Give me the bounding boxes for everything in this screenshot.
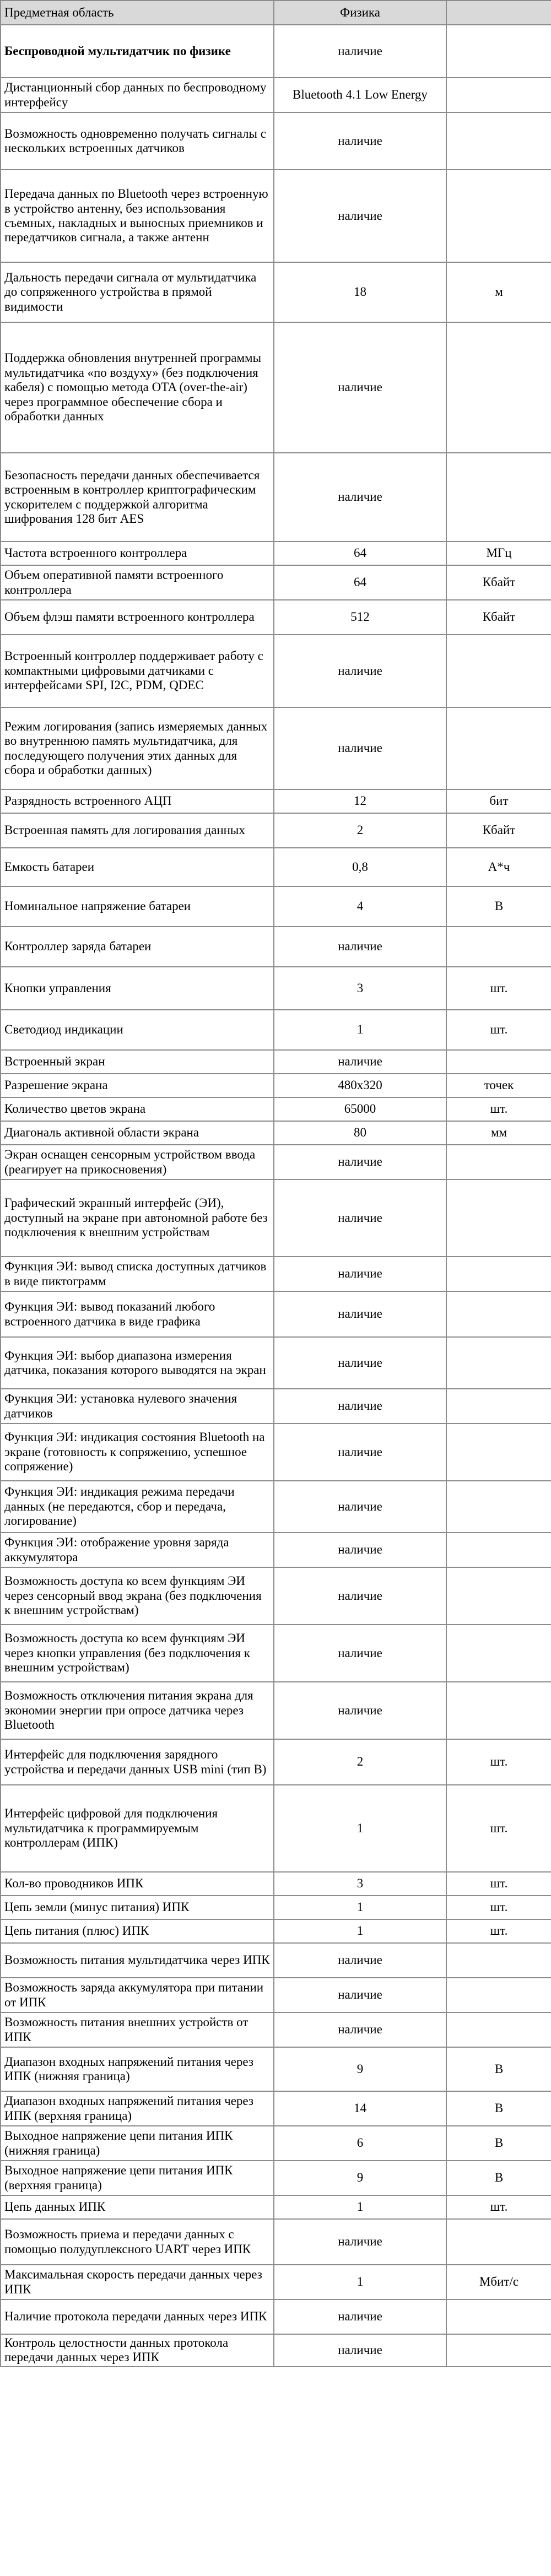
value-cell: 0,8 xyxy=(274,848,446,886)
parameter-cell: Кнопки управления xyxy=(1,967,274,1010)
parameter-cell: Объем оперативной памяти встроенного контроллера xyxy=(1,565,274,600)
unit-cell: шт. xyxy=(446,1919,551,1943)
unit-cell: В xyxy=(446,2047,551,2091)
value-cell: 18 xyxy=(274,262,446,322)
value-cell: 1 xyxy=(274,1896,446,1919)
header-subject-cell: Предметная область xyxy=(1,1,274,25)
table-row xyxy=(1,1010,551,1050)
parameter-cell: Максимальная скорость передачи данных через ИПК xyxy=(1,2265,274,2299)
table-row xyxy=(1,542,551,565)
value-cell: наличие xyxy=(274,1943,446,1978)
value-cell: наличие xyxy=(274,1424,446,1481)
parameter-cell: Поддержка обновления внутренней программы мультидатчика «по воздуху» (без подключения кабеля) с помощью метода OTA (over-the-air) через программное обеспечение сбора и обработки данных xyxy=(1,322,274,453)
header-unit-cell xyxy=(446,1,551,25)
unit-cell: мм xyxy=(446,1121,551,1145)
table-row xyxy=(1,1179,551,1257)
value-cell: 64 xyxy=(274,542,446,565)
parameter-cell: Встроенная память для логирования данных xyxy=(1,813,274,848)
header-row xyxy=(1,1,551,25)
parameter-cell: Разрешение экрана xyxy=(1,1074,274,1097)
unit-cell xyxy=(446,1179,551,1257)
value-cell: 9 xyxy=(274,2161,446,2195)
value-cell: 1 xyxy=(274,1919,446,1943)
value-cell: 1 xyxy=(274,2265,446,2299)
parameter-cell: Выходное напряжение цепи питания ИПК (верхняя граница) xyxy=(1,2161,274,2195)
parameter-cell: Функция ЭИ: вывод показаний любого встроенного датчика в виде графика xyxy=(1,1291,274,1337)
table-row xyxy=(1,1919,551,1943)
table-row xyxy=(1,262,551,322)
value-cell: наличие xyxy=(274,635,446,707)
parameter-cell: Графический экранный интерфейс (ЭИ), доступный на экране при автономной работе без подключения к внешним устройствам xyxy=(1,1179,274,1257)
unit-cell xyxy=(446,453,551,542)
table-row xyxy=(1,967,551,1010)
table-row xyxy=(1,2126,551,2161)
parameter-cell: Функция ЭИ: индикация состояния Bluetooth на экране (готовность к сопряжению, успешное сопряжение) xyxy=(1,1424,274,1481)
unit-cell xyxy=(446,707,551,789)
value-cell: Bluetooth 4.1 Low Energy xyxy=(274,78,446,112)
value-cell: наличие xyxy=(274,2299,446,2334)
value-cell: наличие xyxy=(274,1567,446,1625)
unit-cell xyxy=(446,1291,551,1337)
table-row xyxy=(1,1943,551,1978)
parameter-cell: Возможность доступа ко всем функциям ЭИ через кнопки управления (без подключения к внешним устройствам) xyxy=(1,1625,274,1682)
value-cell: наличие xyxy=(274,112,446,170)
unit-cell xyxy=(446,1943,551,1978)
table-row xyxy=(1,1424,551,1481)
parameter-cell: Частота встроенного контроллера xyxy=(1,542,274,565)
parameter-cell: Функция ЭИ: индикация режима передачи данных (не передаются, сбор и передача, логирование) xyxy=(1,1481,274,1533)
table-row xyxy=(1,1978,551,2012)
value-cell: наличие xyxy=(274,1389,446,1424)
parameter-cell: Режим логирования (запись измеряемых данных во внутреннюю память мультидатчика, для последующего получения этих данных для сбора и обработки данных) xyxy=(1,707,274,789)
table-row xyxy=(1,789,551,813)
value-cell: наличие xyxy=(274,1533,446,1567)
parameter-cell: Диапазон входных напряжений питания через ИПК (нижняя граница) xyxy=(1,2047,274,2091)
table-row xyxy=(1,2012,551,2047)
unit-cell: шт. xyxy=(446,1872,551,1896)
table-row xyxy=(1,1625,551,1682)
header-physics-cell: Физика xyxy=(274,1,446,25)
unit-cell: шт. xyxy=(446,1896,551,1919)
value-cell: наличие xyxy=(274,1625,446,1682)
parameter-cell: Разрядность встроенного АЦП xyxy=(1,789,274,813)
value-cell: 80 xyxy=(274,1121,446,1145)
table-row xyxy=(1,2047,551,2091)
parameter-cell: Диапазон входных напряжений питания через ИПК (верхняя граница) xyxy=(1,2091,274,2126)
table-row xyxy=(1,2265,551,2299)
value-cell: наличие xyxy=(274,2219,446,2265)
unit-cell xyxy=(446,1567,551,1625)
unit-cell xyxy=(446,927,551,967)
table-row xyxy=(1,25,551,78)
unit-cell: шт. xyxy=(446,1097,551,1121)
parameter-cell: Экран оснащен сенсорным устройством ввода (реагирует на прикосновения) xyxy=(1,1145,274,1179)
parameter-cell: Интерфейс для подключения зарядного устройства и передачи данных USB mini (тип B) xyxy=(1,1739,274,1785)
table-row xyxy=(1,565,551,600)
value-cell: 1 xyxy=(274,1010,446,1050)
parameter-cell: Возможность отключения питания экрана для экономии энергии при опросе датчика через Bluetooth xyxy=(1,1682,274,1739)
table-row xyxy=(1,1050,551,1074)
table-row xyxy=(1,2219,551,2265)
value-cell: наличие xyxy=(274,2334,446,2367)
parameter-cell: Светодиод индикации xyxy=(1,1010,274,1050)
value-cell: 1 xyxy=(274,2195,446,2219)
parameter-cell: Контроль целостности данных протокола передачи данных через ИПК xyxy=(1,2334,274,2367)
unit-cell: А*ч xyxy=(446,848,551,886)
value-cell: 64 xyxy=(274,565,446,600)
parameter-cell: Контроллер заряда батареи xyxy=(1,927,274,967)
unit-cell xyxy=(446,1337,551,1389)
parameter-cell: Количество цветов экрана xyxy=(1,1097,274,1121)
parameter-cell: Возможность одновременно получать сигналы с нескольких встроенных датчиков xyxy=(1,112,274,170)
unit-cell: м xyxy=(446,262,551,322)
value-cell: 4 xyxy=(274,886,446,927)
value-cell: наличие xyxy=(274,1682,446,1739)
unit-cell: шт. xyxy=(446,1785,551,1872)
unit-cell xyxy=(446,112,551,170)
unit-cell: Кбайт xyxy=(446,813,551,848)
value-cell: наличие xyxy=(274,322,446,453)
table-row xyxy=(1,848,551,886)
unit-cell xyxy=(446,1424,551,1481)
table-row xyxy=(1,600,551,635)
unit-cell xyxy=(446,1978,551,2012)
table-row xyxy=(1,2334,551,2367)
unit-cell xyxy=(446,2334,551,2367)
parameter-cell: Встроенный экран xyxy=(1,1050,274,1074)
unit-cell: шт. xyxy=(446,1010,551,1050)
value-cell: наличие xyxy=(274,927,446,967)
unit-cell xyxy=(446,2299,551,2334)
parameter-cell: Функция ЭИ: установка нулевого значения датчиков xyxy=(1,1389,274,1424)
table-row xyxy=(1,2091,551,2126)
value-cell: 3 xyxy=(274,967,446,1010)
unit-cell: В xyxy=(446,2091,551,2126)
unit-cell xyxy=(446,1481,551,1533)
parameter-cell: Емкость батареи xyxy=(1,848,274,886)
value-cell: 512 xyxy=(274,600,446,635)
value-cell: наличие xyxy=(274,1481,446,1533)
table-row xyxy=(1,927,551,967)
table-row xyxy=(1,1257,551,1291)
parameter-cell: Возможность питания внешних устройств от ИПК xyxy=(1,2012,274,2047)
parameter-cell: Передача данных по Bluetooth через встроенную в устройство антенну, без использования съемных, накладных и выносных приемников и передатчиков сигнала, а также антенн xyxy=(1,170,274,262)
table-row xyxy=(1,1872,551,1896)
table-row xyxy=(1,1389,551,1424)
unit-cell xyxy=(446,1145,551,1179)
unit-cell: Мбит/с xyxy=(446,2265,551,2299)
parameter-cell: Функция ЭИ: выбор диапазона измерения датчика, показания которого выводятся на экран xyxy=(1,1337,274,1389)
unit-cell: В xyxy=(446,886,551,927)
table-row xyxy=(1,170,551,262)
table-row xyxy=(1,635,551,707)
table-row xyxy=(1,1074,551,1097)
value-cell: наличие xyxy=(274,1179,446,1257)
value-cell: 480x320 xyxy=(274,1074,446,1097)
table-row xyxy=(1,1145,551,1179)
unit-cell xyxy=(446,635,551,707)
parameter-cell: Возможность заряда аккумулятора при питании от ИПК xyxy=(1,1978,274,2012)
table-row xyxy=(1,1785,551,1872)
unit-cell: шт. xyxy=(446,967,551,1010)
value-cell: 1 xyxy=(274,1785,446,1872)
parameter-cell: Интерфейс цифровой для подключения мультидатчика к программируемым контроллерам (ИПК) xyxy=(1,1785,274,1872)
value-cell: наличие xyxy=(274,2012,446,2047)
value-cell: наличие xyxy=(274,453,446,542)
unit-cell: точек xyxy=(446,1074,551,1097)
parameter-cell: Кол-во проводников ИПК xyxy=(1,1872,274,1896)
unit-cell: бит xyxy=(446,789,551,813)
value-cell: наличие xyxy=(274,1145,446,1179)
table-row xyxy=(1,1533,551,1567)
table-row xyxy=(1,1739,551,1785)
table-row xyxy=(1,2161,551,2195)
table-row xyxy=(1,1896,551,1919)
parameter-cell: Выходное напряжение цепи питания ИПК (нижняя граница) xyxy=(1,2126,274,2161)
value-cell: наличие xyxy=(274,1050,446,1074)
unit-cell xyxy=(446,1389,551,1424)
parameter-cell: Возможность доступа ко всем функциям ЭИ через сенсорный ввод экрана (без подключения к внешним устройствам) xyxy=(1,1567,274,1625)
value-cell: наличие xyxy=(274,1291,446,1337)
unit-cell xyxy=(446,25,551,78)
table-row xyxy=(1,707,551,789)
unit-cell: МГц xyxy=(446,542,551,565)
value-cell: 6 xyxy=(274,2126,446,2161)
parameter-cell: Дальность передачи сигнала от мультидатчика до сопряженного устройства в прямой видимости xyxy=(1,262,274,322)
value-cell: 3 xyxy=(274,1872,446,1896)
table-row xyxy=(1,2299,551,2334)
parameter-cell: Наличие протокола передачи данных через ИПК xyxy=(1,2299,274,2334)
parameter-cell: Безопасность передачи данных обеспечивается встроенным в контроллер криптографическим ускорителем с поддержкой алгоритма шифрования 128 бит AES xyxy=(1,453,274,542)
unit-cell: шт. xyxy=(446,2195,551,2219)
unit-cell: В xyxy=(446,2126,551,2161)
parameter-cell: Встроенный контроллер поддерживает работу с компактными цифровыми датчиками с интерфейсами SPI, I2C, PDM, QDEC xyxy=(1,635,274,707)
value-cell: 2 xyxy=(274,813,446,848)
parameter-cell: Номинальное напряжение батареи xyxy=(1,886,274,927)
value-cell: 65000 xyxy=(274,1097,446,1121)
parameter-cell: Возможность приема и передачи данных с помощью полудуплексного UART через ИПК xyxy=(1,2219,274,2265)
table-row xyxy=(1,1337,551,1389)
table-row xyxy=(1,813,551,848)
unit-cell xyxy=(446,1050,551,1074)
parameter-cell: Возможность питания мультидатчика через ИПК xyxy=(1,1943,274,1978)
value-cell: наличие xyxy=(274,1257,446,1291)
table-row xyxy=(1,1481,551,1533)
table-row xyxy=(1,1291,551,1337)
table-row xyxy=(1,1567,551,1625)
table-row xyxy=(1,453,551,542)
unit-cell xyxy=(446,2012,551,2047)
unit-cell xyxy=(446,1533,551,1567)
parameter-cell: Цепь земли (минус питания) ИПК xyxy=(1,1896,274,1919)
unit-cell: Кбайт xyxy=(446,600,551,635)
unit-cell: Кбайт xyxy=(446,565,551,600)
unit-cell: В xyxy=(446,2161,551,2195)
unit-cell: шт. xyxy=(446,1739,551,1785)
value-cell: 14 xyxy=(274,2091,446,2126)
parameter-cell: Диагональ активной области экрана xyxy=(1,1121,274,1145)
unit-cell xyxy=(446,1682,551,1739)
value-cell: 12 xyxy=(274,789,446,813)
value-cell: наличие xyxy=(274,707,446,789)
parameter-cell: Беспроводной мультидатчик по физике xyxy=(1,25,274,78)
table-row xyxy=(1,1682,551,1739)
unit-cell xyxy=(446,2219,551,2265)
table-row xyxy=(1,886,551,927)
unit-cell xyxy=(446,322,551,453)
parameter-cell: Функция ЭИ: вывод списка доступных датчиков в виде пиктограмм xyxy=(1,1257,274,1291)
value-cell: наличие xyxy=(274,1337,446,1389)
table-row xyxy=(1,1097,551,1121)
value-cell: наличие xyxy=(274,25,446,78)
table-row xyxy=(1,2195,551,2219)
table-row xyxy=(1,78,551,112)
value-cell: 9 xyxy=(274,2047,446,2091)
parameter-cell: Цепь данных ИПК xyxy=(1,2195,274,2219)
unit-cell xyxy=(446,78,551,112)
table-row xyxy=(1,112,551,170)
parameter-cell: Дистанционный сбор данных по беспроводному интерфейсу xyxy=(1,78,274,112)
table-row xyxy=(1,1121,551,1145)
unit-cell xyxy=(446,1625,551,1682)
parameter-cell: Функция ЭИ: отображение уровня заряда аккумулятора xyxy=(1,1533,274,1567)
parameter-cell: Объем флэш памяти встроенного контроллера xyxy=(1,600,274,635)
unit-cell xyxy=(446,1257,551,1291)
unit-cell xyxy=(446,170,551,262)
value-cell: наличие xyxy=(274,170,446,262)
parameter-cell: Цепь питания (плюс) ИПК xyxy=(1,1919,274,1943)
value-cell: наличие xyxy=(274,1978,446,2012)
value-cell: 2 xyxy=(274,1739,446,1785)
table-row xyxy=(1,322,551,453)
